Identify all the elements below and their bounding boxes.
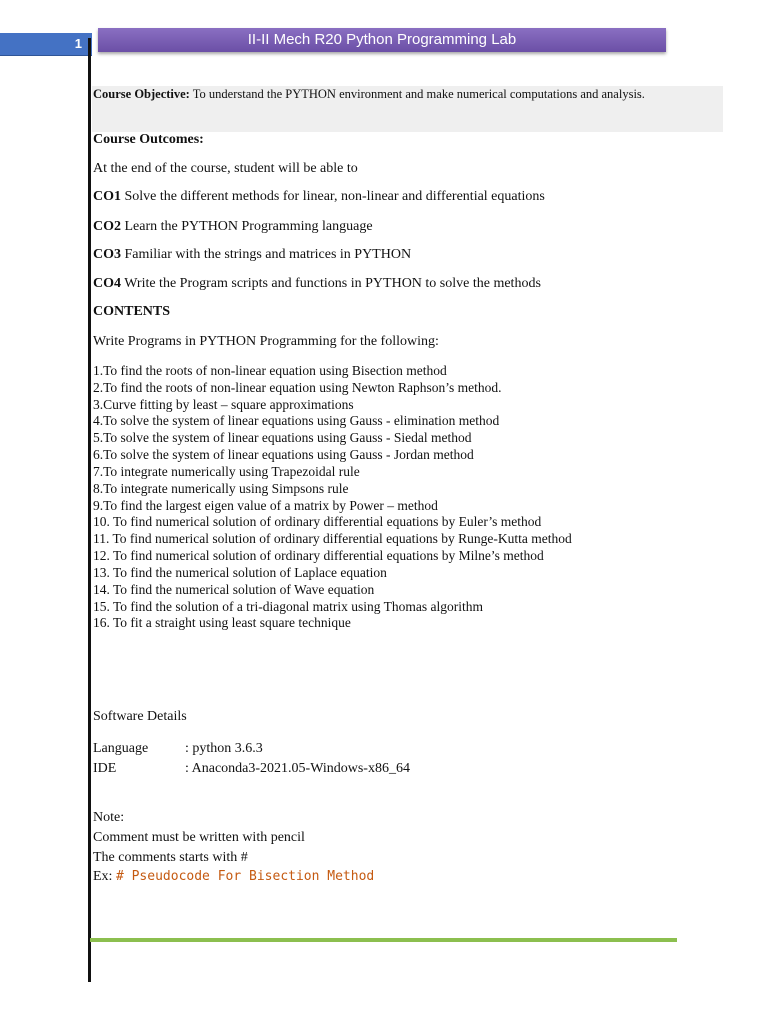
contents-item: 2.To find the roots of non-linear equation using Newton Raphson’s method. [93,380,502,395]
software-label: IDE [93,761,117,776]
contents-item: 16. To fit a straight using least square technique [93,615,351,630]
outcome-item [93,247,411,263]
software-value: : Anaconda3-2021.05-Windows-x86_64 [185,761,410,776]
contents-intro: Write Programs in PYTHON Programming for the following: [93,334,439,349]
outcome-code: CO2 [93,219,121,234]
outcome-item [93,219,373,235]
page-number-tab [0,33,92,56]
note-heading: Note: [93,810,125,825]
note-example [93,869,374,885]
footer-rule [90,938,677,942]
outcome-text: Solve the different methods for linear, non-linear and differential equations [121,189,545,204]
contents-item: 14. To find the numerical solution of Wave equation [93,582,375,597]
contents-item: 10. To find numerical solution of ordinary differential equations by Euler’s method [93,514,542,529]
contents-item: 15. To find the solution of a tri-diagonal matrix using Thomas algorithm [93,599,484,614]
left-margin-rule [88,38,91,982]
page-header-title: II-II Mech R20 Python Programming Lab [98,28,666,52]
contents-item: 4.To solve the system of linear equations using Gauss - elimination method [93,413,500,428]
note-example-code: # Pseudocode For Bisection Method [115,869,375,884]
outcome-item [93,189,545,205]
course-objective [93,87,704,102]
contents-item: 1.To find the roots of non-linear equation using Bisection method [93,363,447,378]
software-value: : python 3.6.3 [185,741,263,756]
course-objective-text: To understand the PYTHON environment and make numerical computations and analysis. [189,87,645,101]
outcome-text: Write the Program scripts and functions in PYTHON to solve the methods [121,276,541,291]
outcome-text: Familiar with the strings and matrices in PYTHON [121,247,412,262]
contents-item: 12. To find numerical solution of ordinary differential equations by Milne’s method [93,548,544,563]
contents-item: 7.To integrate numerically using Trapezoidal rule [93,464,360,479]
outcome-item [93,276,541,292]
note-example-label: Ex: [93,869,116,884]
note-line: Comment must be written with pencil [93,830,305,845]
contents-item: 13. To find the numerical solution of Laplace equation [93,565,387,580]
course-outcomes-heading: Course Outcomes: [93,132,204,147]
note-line: The comments starts with # [93,850,248,865]
contents-item: 6.To solve the system of linear equations using Gauss - Jordan method [93,447,474,462]
contents-heading: CONTENTS [93,304,171,319]
contents-item: 3.Curve fitting by least – square approximations [93,397,354,412]
contents-item: 11. To find numerical solution of ordinary differential equations by Runge-Kutta method [93,531,572,546]
outcome-code: CO1 [93,189,121,204]
contents-item: 8.To integrate numerically using Simpsons rule [93,481,349,496]
software-heading: Software Details [93,709,187,724]
contents-item: 5.To solve the system of linear equations using Gauss - Siedal method [93,430,472,445]
course-objective-label: Course Objective: [93,87,190,101]
software-label: Language [93,741,149,756]
contents-item: 9.To find the largest eigen value of a matrix by Power – method [93,498,438,513]
course-outcomes-intro: At the end of the course, student will be able to [93,161,358,176]
outcome-code: CO4 [93,276,121,291]
outcome-code: CO3 [93,247,121,262]
page-number: 1 [74,36,82,51]
outcome-text: Learn the PYTHON Programming language [121,219,373,234]
